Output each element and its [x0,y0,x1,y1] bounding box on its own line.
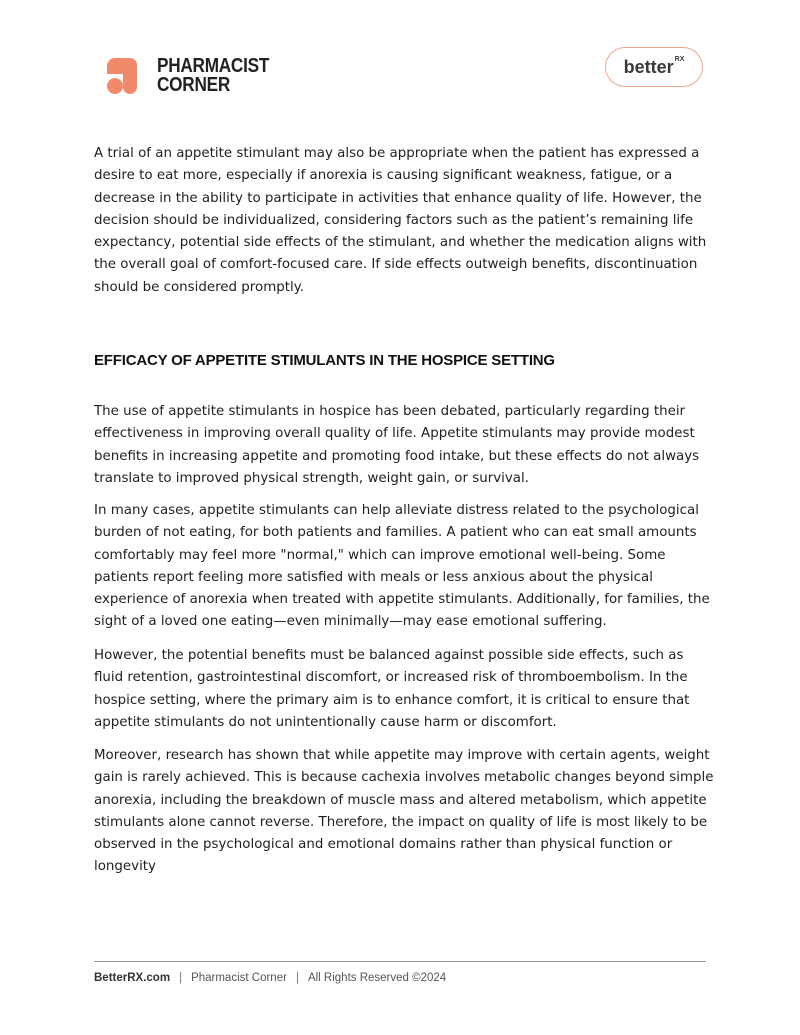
footer-brand-link[interactable]: BetterRX.com [94,972,171,984]
logo-line-1: PHARMACIST [157,55,270,77]
footer-rights: All Rights Reserved ©2024 [307,972,447,984]
logo-line-2: CORNER [157,74,230,96]
footer-separator: | [179,972,183,984]
footer-divider [94,961,706,962]
badge-text: better [623,56,674,77]
section-heading: EFFICACY OF APPETITE STIMULANTS IN THE HOSPICE SETTING [94,352,555,369]
paragraph-intro: A trial of an appetite stimulant may also be appropriate when the patient has expressed a desire to eat more, especially if anorexia is causing significant weakness, fatigue, or a decrease in the ability to participate in activities that enhance quality of life. However, the decision should be individualized, considering factors such as the patient’s remaining life expectancy, potential side effects of the stimulant, and whether the medication aligns with the overall goal of comfort-focused care. If side effects outweigh benefits, discontinuation should be considered promptly. [94,146,707,295]
paragraph-side-effects: However, the potential benefits must be balanced against possible side effects, such as fluid retention, gastrointestinal discomfort, or increased risk of thromboembolism. In the hospice setting, where the primary aim is to enhance comfort, it is critical to ensure that appetite stimulants do not unintentionally cause harm or discomfort. [94,648,690,730]
pharmacist-corner-logo[interactable] [107,56,287,96]
betterrx-badge[interactable] [605,47,703,87]
logo-mark-icon [107,56,143,96]
badge-superscript: RX [674,55,685,63]
paragraph-use: The use of appetite stimulants in hospice has been debated, particularly regarding their effectiveness in improving overall quality of life. Appetite stimulants may provide modest benefits in increasing appetite and promoting food intake, but these effects do not always translate to improved physical strength, weight gain, or survival. [94,404,700,486]
paragraph-psychological: In many cases, appetite stimulants can help alleviate distress related to the psychological burden of not eating, for both patients and families. A patient who can eat small amounts comfortably may feel more "normal," which can improve emotional well-being. Some patients report feeling more satisfied with meals or less anxious about the physical experience of anorexia when treated with appetite stimulants. Additionally, for families, the sight of a loved one eating—even minimally—may ease emotional suffering. [94,503,710,630]
page-footer [94,972,446,984]
page-header [0,0,800,120]
footer-separator: | [295,972,299,984]
footer-section: Pharmacist Corner [191,972,287,984]
logo-wordmark [157,57,287,95]
paragraph-research: Moreover, research has shown that while appetite may improve with certain agents, weight gain is rarely achieved. This is because cachexia involves metabolic changes beyond simple anorexia, including the breakdown of muscle mass and altered metabolism, which appetite stimulants alone cannot reverse. Therefore, the impact on quality of life is most likely to be observed in the psychological and emotional domains rather than physical function or longevity [94,748,714,875]
